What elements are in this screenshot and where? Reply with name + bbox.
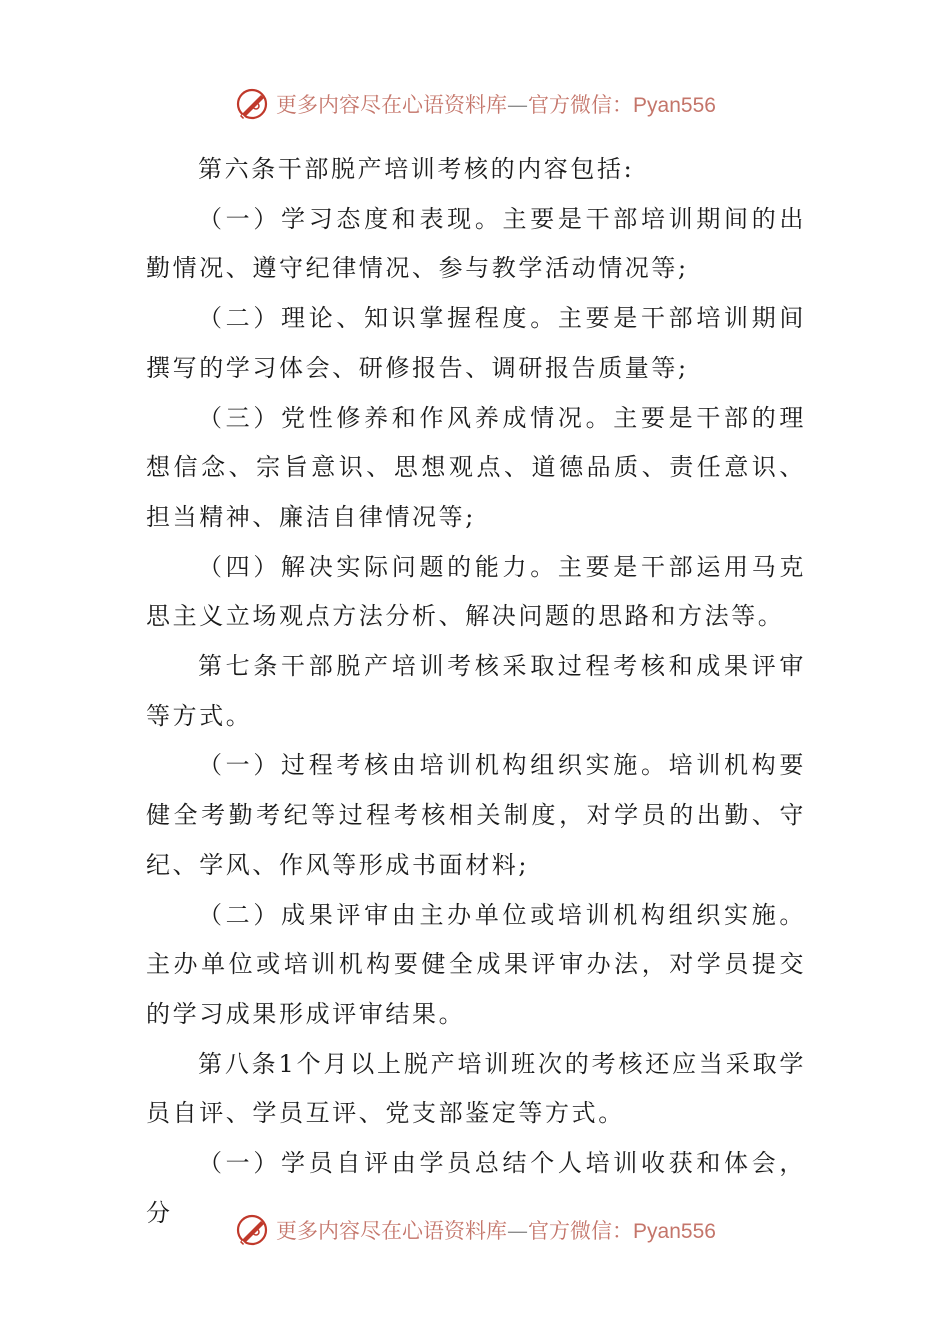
paragraph-8-item-1: （一）学员自评由学员总结个人培训收获和体会，分: [146, 1149, 806, 1227]
paragraph-6-item-4: （四）解决实际问题的能力。主要是干部运用马克思主义立场观点方法分析、解决问题的思路和方法等。: [146, 552, 806, 631]
separator: —: [507, 1219, 529, 1243]
paragraph-6-item-3: （三）党性修养和作风养成情况。主要是干部的理想信念、宗旨意识、思想观点、道德品质、责任意识、担当精神、廉洁自律情况等;: [146, 403, 806, 531]
document-body: [146, 145, 806, 1238]
pen-circle-logo-icon: [234, 1212, 270, 1248]
site-text: 更多内容尽在心语资料库: [276, 93, 508, 117]
paragraph-article-6: 第六条干部脱产培训考核的内容包括:: [198, 155, 635, 183]
footer-watermark-banner: [0, 1208, 950, 1252]
wechat-label: 官方微信：: [528, 1219, 634, 1243]
site-text: 更多内容尽在心语资料库: [276, 1219, 508, 1243]
paragraph-6-item-2: （二）理论、知识掌握程度。主要是干部培训期间撰写的学习体会、研修报告、调研报告质量等;: [146, 304, 806, 382]
paragraph-6-item-1: （一）学习态度和表现。主要是干部培训期间的出勤情况、遵守纪律情况、参与教学活动情况等;: [146, 204, 806, 283]
pen-circle-logo-icon: [234, 86, 270, 122]
paragraph-7-item-1: （一）过程考核由培训机构组织实施。培训机构要健全考勤考纪等过程考核相关制度，对学员的出勤、守纪、学风、作风等形成书面材料;: [146, 751, 806, 879]
wechat-id: Pyan556: [633, 94, 716, 117]
wechat-id: Pyan556: [633, 1220, 716, 1243]
wechat-label: 官方微信：: [528, 93, 634, 117]
header-watermark-banner: [0, 82, 950, 126]
paragraph-article-8: 第八条1个月以上脱产培训班次的考核还应当采取学员自评、学员互评、党支部鉴定等方式。: [146, 1049, 806, 1128]
watermark-text: [276, 1215, 716, 1245]
watermark-text: [276, 89, 716, 119]
paragraph-7-item-2: （二）成果评审由主办单位或培训机构组织实施。主办单位或培训机构要健全成果评审办法，对学员提交的学习成果形成评审结果。: [146, 900, 806, 1028]
separator: —: [507, 93, 529, 117]
paragraph-article-7: 第七条干部脱产培训考核采取过程考核和成果评审等方式。: [146, 652, 806, 730]
